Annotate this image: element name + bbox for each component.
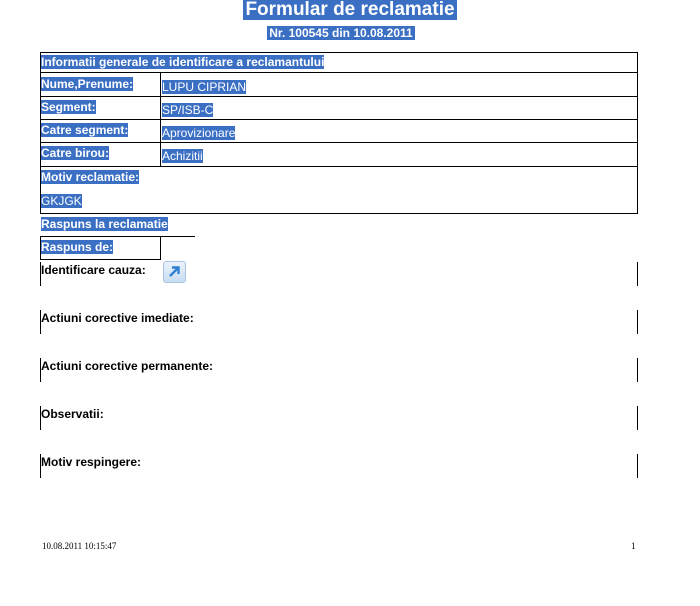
label-reason: Motiv reclamatie: (41, 170, 140, 184)
label-target-office: Catre birou: (41, 146, 110, 160)
response-heading: Raspuns la reclamatie (41, 217, 168, 231)
label-permanent-actions: Actiuni corective permanente: (41, 359, 214, 373)
value-name: LUPU CIPRIAN (162, 80, 247, 94)
label-rejection-reason: Motiv respingere: (41, 455, 142, 469)
label-observations: Observatii: (41, 407, 104, 421)
arrow-icon (164, 262, 185, 282)
footer-timestamp: 10.08.2011 10:15:47 (42, 541, 117, 551)
form-title (0, 0, 700, 20)
value-segment: SP/ISB-C (162, 103, 214, 117)
label-immediate-actions: Actiuni corective imediate: (41, 311, 194, 325)
row-target-segment (40, 119, 638, 143)
value-target-segment: Aprovizionare (162, 126, 236, 140)
label-name: Nume,Prenume: (41, 77, 134, 91)
label-cause: Identificare cauza: (41, 263, 146, 277)
form-number-text: Nr. 100545 din 10.08.2011 (269, 26, 413, 40)
row-segment (40, 96, 638, 120)
form-number (0, 26, 682, 40)
form-title-text: Formular de reclamatie (245, 0, 455, 20)
value-reason: GKJGK (41, 194, 82, 208)
value-target-office: Achizitii (162, 149, 203, 163)
label-segment: Segment: (41, 100, 96, 114)
label-target-segment: Catre segment: (41, 123, 129, 137)
open-link-icon[interactable] (163, 261, 186, 283)
footer-page-number: 1 (631, 541, 636, 551)
label-response-by: Raspuns de: (41, 240, 114, 254)
general-info-heading: Informatii generale de identificare a reclamantului (41, 55, 325, 69)
row-target-office (40, 142, 638, 167)
